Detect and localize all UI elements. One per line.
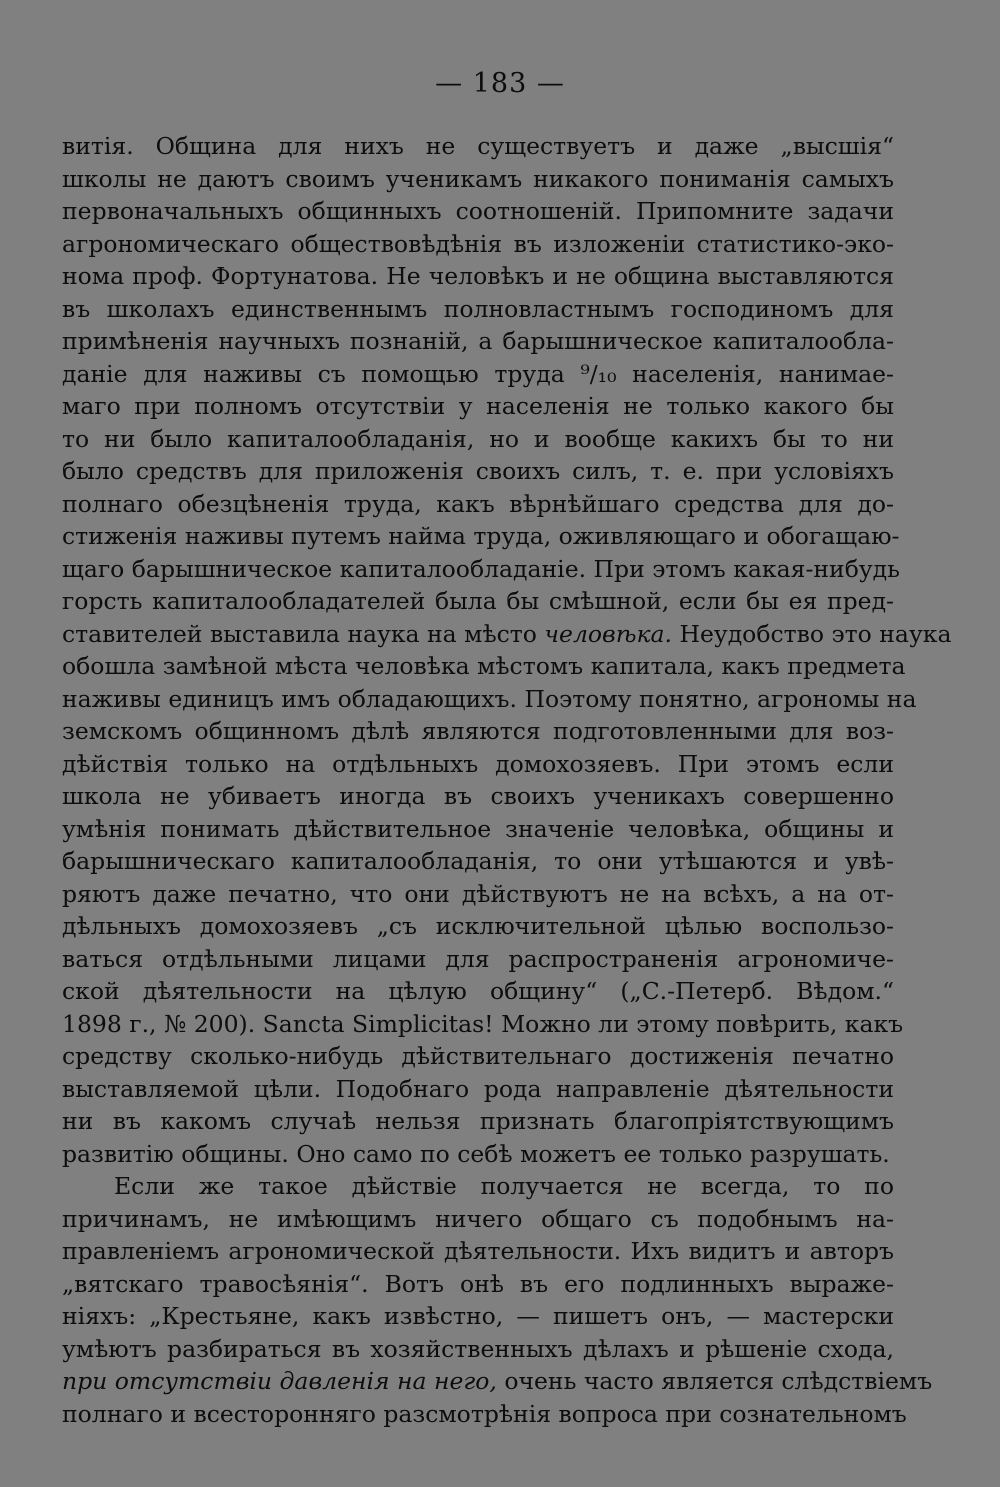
text-line: ской дѣятельности на цѣлую общину“ („С.-Петерб. Вѣдом.“ (62, 977, 894, 1005)
text-line: агрономическаго обществовѣдѣнія въ изложеніи статистико-эко- (62, 229, 894, 258)
text-line: 1898 г., № 200). Sancta Simplicitas! Можно ли этому повѣрить, какъ (62, 1009, 904, 1038)
text-line: стиженія наживы путемъ найма труда, оживляющаго и обогащаю- (62, 522, 900, 550)
text-line: маго при полномъ отсутствіи у населенія не только какого бы (62, 392, 894, 420)
text-line: обошла замѣной мѣста человѣка мѣстомъ капитала, какъ предмета (62, 652, 906, 680)
text-segment: ставителей выставила наука на мѣсто (62, 619, 537, 648)
text-line: средству сколько-нибудь дѣйствительнаго достиженія печатно (62, 1042, 894, 1070)
text-line: выставляемой цѣли. Подобнаго рода направленіе дѣятельности (62, 1074, 894, 1103)
page-number: — 183 — (435, 68, 565, 99)
text-line: то ни было капиталообладанія, но и вообще какихъ бы то ни (62, 424, 894, 453)
text-line: правленіемъ агрономической дѣятельности. Ихъ видитъ и авторъ (62, 1237, 894, 1265)
text-line: барышническаго капиталообладанія, то они утѣшаются и увѣ- (62, 847, 894, 875)
text-line-mixed (62, 618, 952, 651)
text-line: щаго барышническое капиталообладаніе. При этомъ какая-нибудь (62, 554, 900, 583)
text-line: „вятскаго травосѣянія“. Вотъ онѣ въ его подлинныхъ выраже- (62, 1269, 894, 1298)
text-line: примѣненія научныхъ познаній, а барышническое капиталообла- (62, 327, 894, 355)
text-line: горсть капиталообладателей была бы смѣшной, если бы ея пред- (62, 587, 894, 615)
text-line: умѣнія понимать дѣйствительное значеніе человѣка, общины и (62, 814, 894, 843)
text-segment: Неудобство это наука (679, 619, 952, 648)
text-line: первоначальныхъ общинныхъ соотношеній. Припомните задачи (62, 197, 894, 225)
text-line: дѣльныхъ домохозяевъ „съ исключительной цѣлью воспользо- (62, 912, 894, 940)
text-line: причинамъ, не имѣющимъ ничего общаго съ подобнымъ на- (62, 1204, 894, 1233)
text-line: умѣютъ разбираться въ хозяйственныхъ дѣлахъ и рѣшеніе схода, (62, 1334, 894, 1363)
text-line: нома проф. Фортунатова. Не человѣкъ и не община выставляются (62, 262, 894, 290)
text-line: ваться отдѣльными лицами для распространенія агрономиче- (62, 944, 894, 973)
italic-word: человѣка. (544, 619, 672, 648)
paragraph-start: Если же такое дѣйствіе получается не всегда, то по (114, 1172, 894, 1200)
text-line: наживы единицъ имъ обладающихъ. Поэтому понятно, агрономы на (62, 684, 917, 713)
text-line: ряютъ даже печатно, что они дѣйствуютъ не на всѣхъ, а на от- (62, 879, 894, 908)
italic-phrase: при отсутствіи давленія на него, (62, 1367, 497, 1395)
text-line: витія. Община для нихъ не существуетъ и даже „высшія“ (62, 132, 894, 160)
text-line: школы не даютъ своимъ ученикамъ никакого пониманія самыхъ (62, 164, 894, 193)
text-line: земскомъ общинномъ дѣлѣ являются подготовленными для воз- (62, 717, 894, 745)
text-line: въ школахъ единственнымъ полновластнымъ господиномъ для (62, 294, 894, 323)
text-line-mixed (62, 1365, 933, 1398)
text-line: полнаго и всесторонняго разсмотрѣнія вопроса при сознательномъ (62, 1399, 907, 1428)
text-line: даніе для наживы съ помощью труда ⁹/₁₀ населенія, нанимае- (62, 359, 894, 388)
text-line: школа не убиваетъ иногда въ своихъ ученикахъ совершенно (62, 782, 894, 810)
text-line: ни въ какомъ случаѣ нельзя признать благопріятствующимъ (62, 1107, 894, 1135)
text-line: дѣйствія только на отдѣльныхъ домохозяевъ. При этомъ если (62, 749, 894, 778)
text-line: полнаго обезцѣненія труда, какъ вѣрнѣйшаго средства для до- (62, 489, 894, 518)
body-text (62, 130, 952, 1430)
text-line: было средствъ для приложенія своихъ силъ, т. е. при условіяхъ (62, 457, 894, 485)
text-segment: очень часто является слѣдствіемъ (504, 1367, 933, 1395)
text-line: ніяхъ: „Крестьяне, какъ извѣстно, — пишетъ онъ, — мастерски (62, 1302, 894, 1330)
text-line: развитію общины. Оно само по себѣ можетъ ее только разрушать. (62, 1139, 890, 1168)
